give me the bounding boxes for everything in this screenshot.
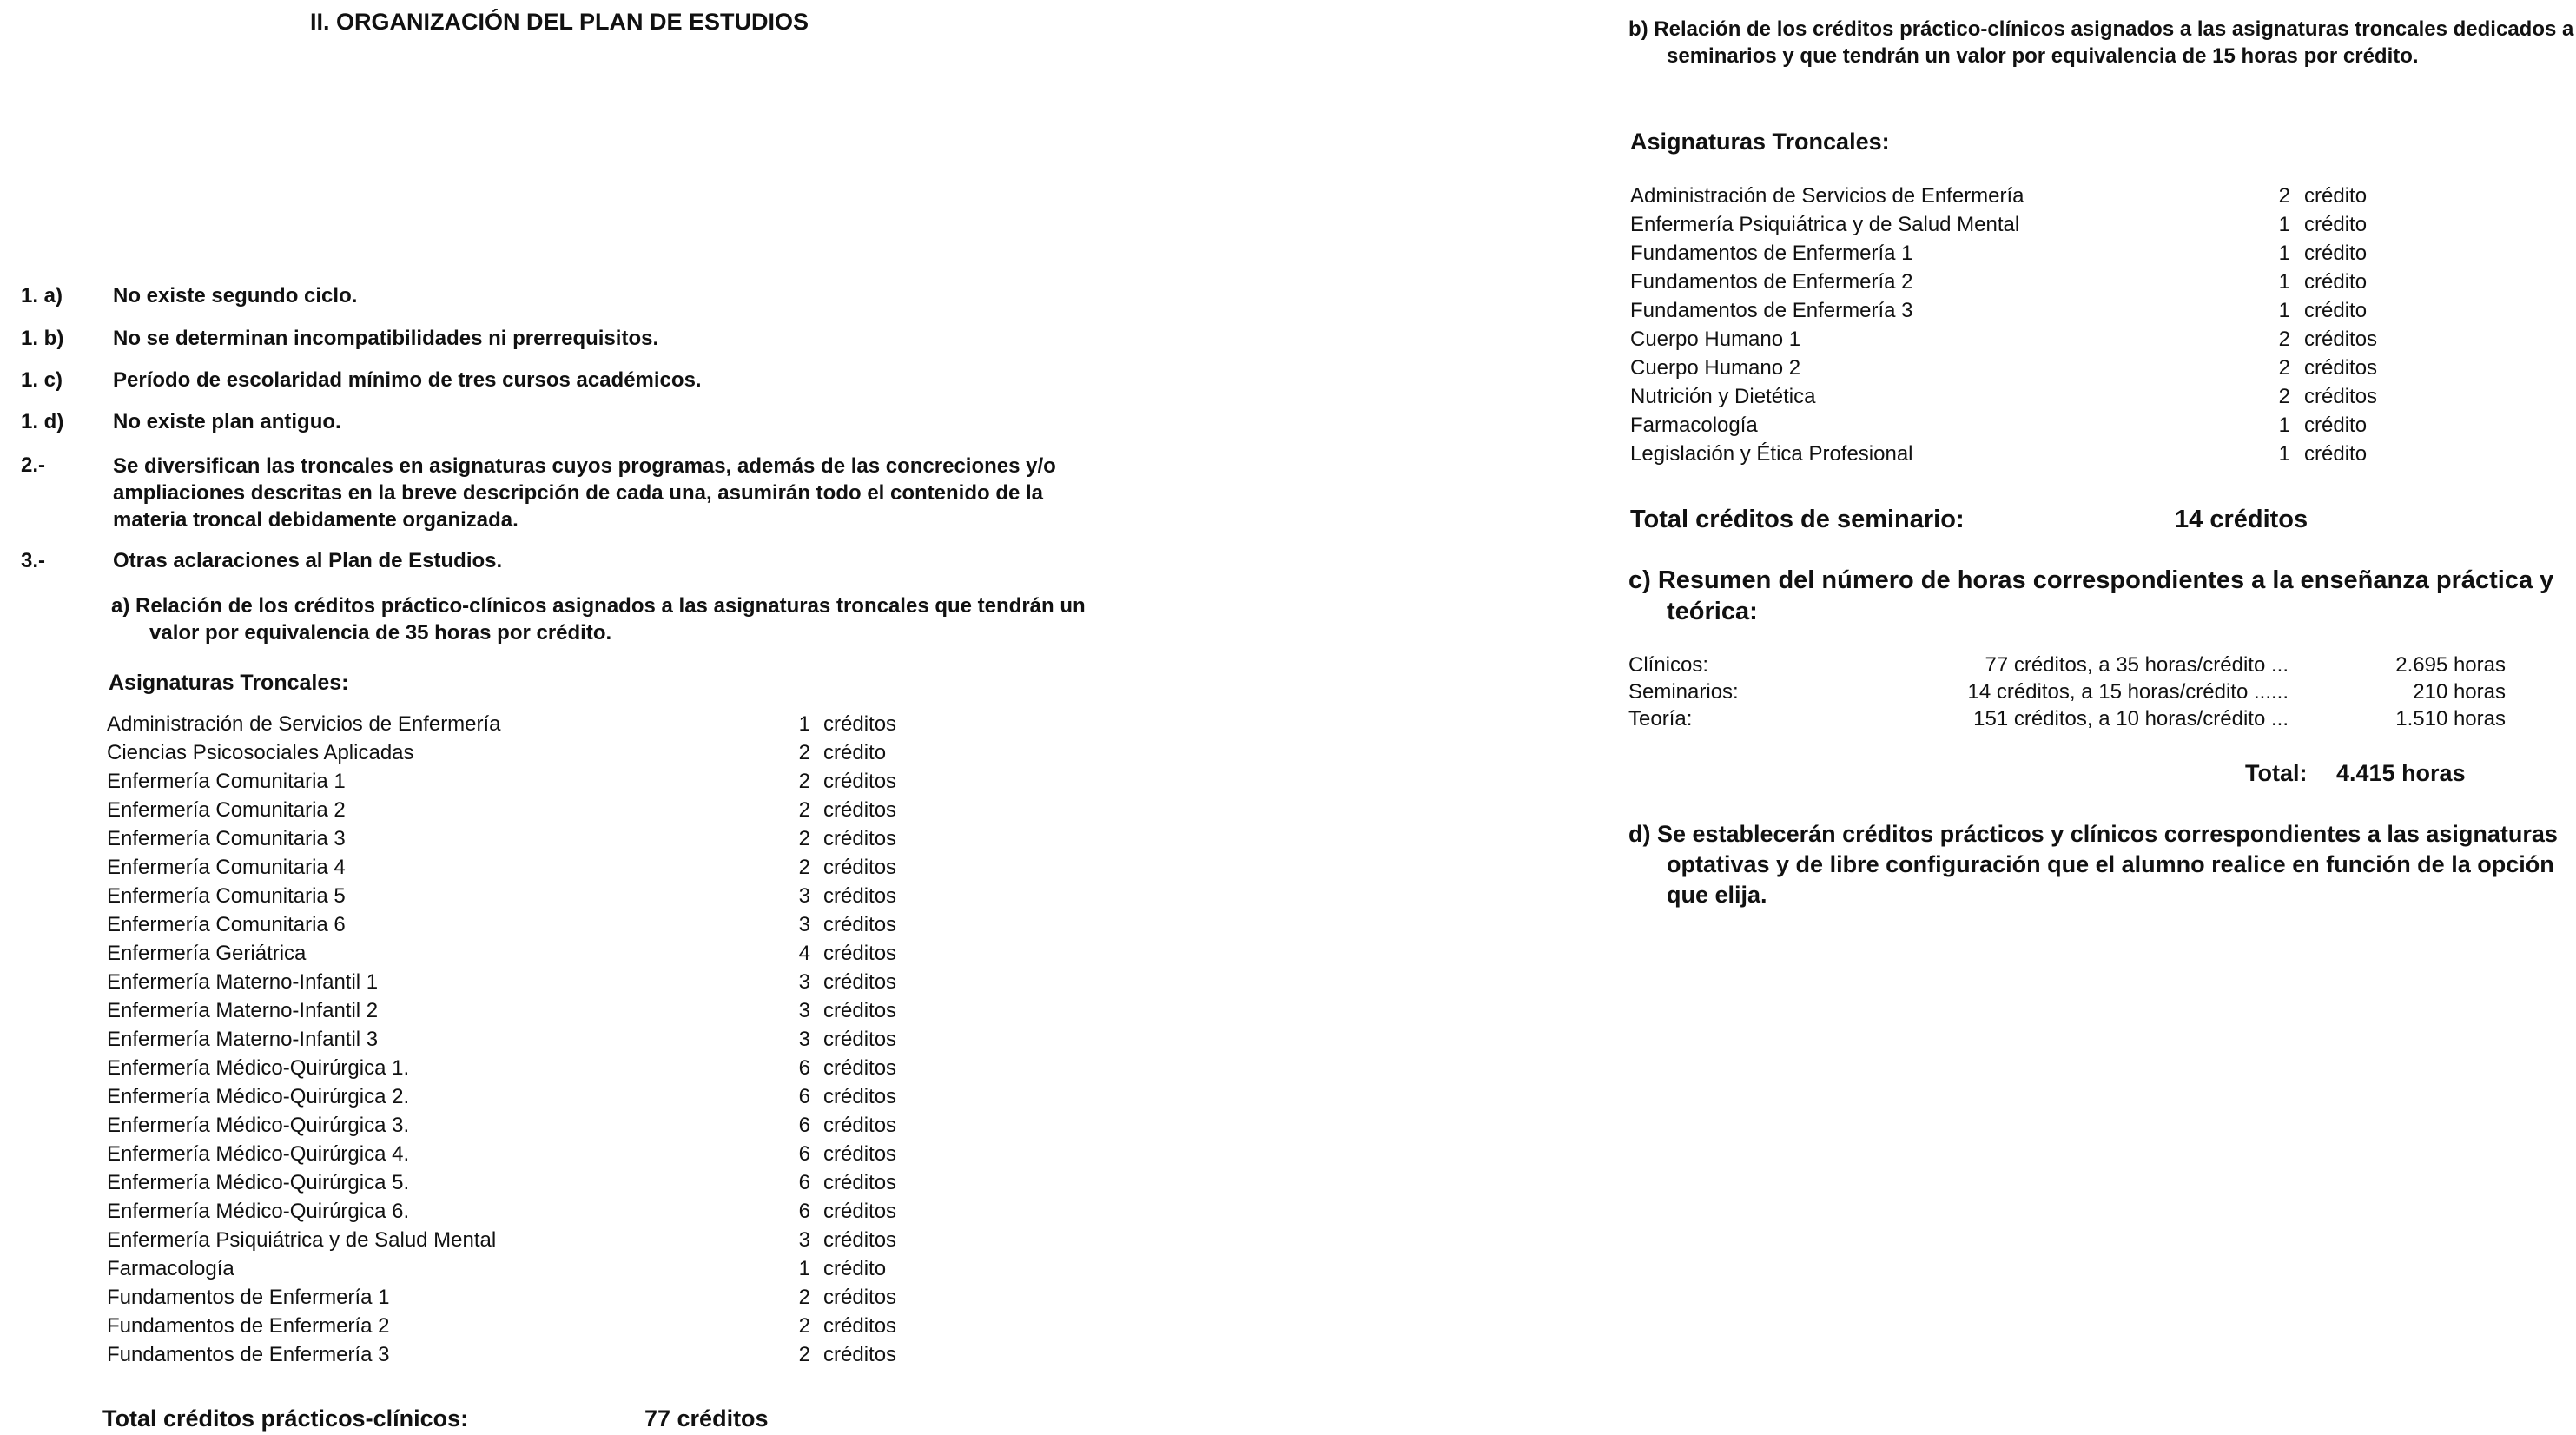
- item-text: No existe segundo ciclo.: [113, 284, 358, 308]
- table-row: [107, 827, 897, 856]
- subject-name: Cuerpo Humano 2: [1630, 356, 1801, 380]
- subject-unit: créditos: [823, 999, 897, 1022]
- hours-summary: [1628, 653, 2506, 734]
- subject-name: Fundamentos de Enfermería 1: [1630, 241, 1913, 265]
- subject-unit: créditos: [823, 827, 897, 850]
- summary-hours: 210 horas: [2413, 680, 2506, 704]
- summary-calc: 77 créditos, a 35 horas/crédito ...: [1985, 653, 2289, 677]
- subject-unit: créditos: [823, 1085, 897, 1108]
- subject-name: Enfermería Médico-Quirúrgica 2.: [107, 1085, 410, 1108]
- subject-credits: 3: [798, 999, 810, 1022]
- subject-name: Enfermería Comunitaria 4: [107, 856, 346, 879]
- subject-name: Enfermería Comunitaria 3: [107, 827, 346, 850]
- subject-name: Ciencias Psicosociales Aplicadas: [107, 741, 414, 764]
- subjects-table-right: [1630, 184, 2378, 471]
- summary-hours: 2.695 horas: [2395, 653, 2506, 677]
- subjects-table-left: [107, 712, 897, 1372]
- subject-credits: 3: [798, 970, 810, 994]
- grand-total-value: 4.415 horas: [2336, 760, 2466, 786]
- subjects-heading: Asignaturas Troncales:: [109, 671, 349, 695]
- subject-name: Enfermería Materno-Infantil 3: [107, 1028, 379, 1051]
- table-row: [107, 913, 897, 942]
- total-seminar-label: Total créditos de seminario:: [1630, 506, 1965, 533]
- summary-label: Teoría:: [1628, 707, 1693, 731]
- subject-name: Fundamentos de Enfermería 2: [1630, 270, 1913, 294]
- subject-unit: crédito: [2304, 184, 2368, 208]
- table-row: [107, 942, 897, 970]
- summary-hours: 1.510 horas: [2395, 707, 2506, 731]
- item-text: Período de escolaridad mínimo de tres cursos académicos.: [113, 368, 702, 392]
- subject-name: Enfermería Psiquiátrica y de Salud Mental: [1630, 213, 2020, 236]
- table-row: [107, 1200, 897, 1228]
- subject-unit: créditos: [823, 1028, 897, 1051]
- subject-name: Enfermería Comunitaria 5: [107, 884, 346, 908]
- subject-credits: 2: [798, 770, 810, 793]
- subject-name: Administración de Servicios de Enfermería: [107, 712, 501, 736]
- subject-credits: 2: [798, 741, 810, 764]
- subject-unit: créditos: [823, 970, 897, 994]
- subject-name: Enfermería Médico-Quirúrgica 5.: [107, 1171, 410, 1194]
- summary-row: [1628, 707, 2506, 734]
- summary-row: [1628, 653, 2506, 680]
- subject-unit: créditos: [823, 712, 897, 736]
- subject-credits: 6: [798, 1114, 810, 1137]
- summary-label: Seminarios:: [1628, 680, 1739, 704]
- subject-unit: créditos: [823, 884, 897, 908]
- item-label: 1. d): [21, 410, 64, 433]
- subject-credits: 3: [798, 913, 810, 936]
- item-label: 1. c): [21, 368, 63, 392]
- subject-credits: 1: [798, 1257, 810, 1280]
- table-row: [107, 1343, 897, 1372]
- subject-name: Fundamentos de Enfermería 2: [107, 1314, 390, 1338]
- subject-unit: créditos: [2304, 327, 2378, 351]
- subject-credits: 2: [2278, 356, 2290, 380]
- subject-unit: crédito: [2304, 442, 2368, 466]
- subject-credits: 1: [798, 712, 810, 736]
- subject-name: Farmacología: [107, 1257, 234, 1280]
- table-row: [107, 856, 897, 884]
- subject-credits: 2: [798, 827, 810, 850]
- total-seminar-value: 14 créditos: [2175, 506, 2308, 533]
- table-row: [1630, 413, 2368, 442]
- subject-credits: 6: [798, 1085, 810, 1108]
- table-row: [1630, 299, 2368, 327]
- table-row: [1630, 184, 2368, 213]
- subjects-heading: Asignaturas Troncales:: [1630, 129, 1890, 155]
- subject-credits: 1: [2278, 270, 2290, 294]
- summary-calc: 14 créditos, a 15 horas/crédito ......: [1967, 680, 2289, 704]
- subject-unit: crédito: [823, 741, 887, 764]
- subject-credits: 2: [798, 1343, 810, 1366]
- table-row: [107, 1257, 887, 1286]
- subject-credits: 2: [2278, 385, 2290, 408]
- subject-name: Administración de Servicios de Enfermería: [1630, 184, 2024, 208]
- subject-name: Cuerpo Humano 1: [1630, 327, 1801, 351]
- subject-name: Enfermería Materno-Infantil 2: [107, 999, 379, 1022]
- summary-calc: 151 créditos, a 10 horas/crédito ...: [1973, 707, 2289, 731]
- section-b-text: b) Relación de los créditos práctico-clínicos asignados a las asignaturas troncales dedicados a seminarios y que tendrán un valor por equivalencia de 15 horas por crédito.: [1628, 17, 2574, 68]
- subject-name: Nutrición y Dietética: [1630, 385, 1816, 408]
- subject-unit: créditos: [823, 913, 897, 936]
- subject-credits: 2: [798, 856, 810, 879]
- subject-name: Fundamentos de Enfermería 3: [1630, 299, 1913, 322]
- subject-credits: 3: [798, 884, 810, 908]
- subject-unit: créditos: [823, 1314, 897, 1338]
- table-row: [107, 798, 897, 827]
- table-row: [107, 999, 897, 1028]
- subject-unit: crédito: [2304, 241, 2368, 265]
- subject-credits: 6: [798, 1171, 810, 1194]
- subject-unit: créditos: [823, 1056, 897, 1080]
- table-row: [107, 1142, 897, 1171]
- grand-total-label: Total:: [2245, 760, 2308, 786]
- subject-unit: créditos: [823, 1343, 897, 1366]
- total-practical-label: Total créditos prácticos-clínicos:: [102, 1405, 469, 1432]
- subject-credits: 3: [798, 1028, 810, 1051]
- table-row: [1630, 442, 2368, 471]
- table-row: [107, 712, 897, 741]
- summary-label: Clínicos:: [1628, 653, 1709, 677]
- table-row: [107, 1228, 897, 1257]
- subject-unit: créditos: [2304, 385, 2378, 408]
- table-row: [1630, 241, 2368, 270]
- subject-credits: 1: [2278, 413, 2290, 437]
- subject-unit: créditos: [823, 942, 897, 965]
- item-text-paragraph: Se diversifican las troncales en asignaturas cuyos programas, además de las concreciones y/o ampliaciones descritas en la breve descripción de cada una, asumirán todo el contenido de la materia troncal debidamente organizada.: [113, 454, 1056, 532]
- subject-name: Enfermería Materno-Infantil 1: [107, 970, 379, 994]
- subject-name: Fundamentos de Enfermería 1: [107, 1286, 390, 1309]
- subject-unit: crédito: [2304, 270, 2368, 294]
- item-label: 1. a): [21, 284, 63, 308]
- item-text: No existe plan antiguo.: [113, 410, 341, 433]
- table-row: [1630, 356, 2378, 385]
- section-d-text: d) Se establecerán créditos prácticos y clínicos correspondientes a las asignaturas optativas y de libre configuración que el alumno realice en función de la opción que elija.: [1628, 821, 2558, 908]
- total-practical-value: 77 créditos: [644, 1405, 769, 1432]
- subject-credits: 1: [2278, 442, 2290, 466]
- subject-credits: 2: [798, 798, 810, 822]
- subject-name: Enfermería Médico-Quirúrgica 1.: [107, 1056, 410, 1080]
- subject-unit: créditos: [823, 1171, 897, 1194]
- table-row: [107, 1056, 897, 1085]
- subject-credits: 2: [798, 1286, 810, 1309]
- subject-name: Enfermería Comunitaria 2: [107, 798, 346, 822]
- table-row: [1630, 270, 2368, 299]
- table-row: [107, 1028, 897, 1056]
- section-a-text: a) Relación de los créditos práctico-clínicos asignados a las asignaturas troncales que tendrán un valor por equivalencia de 35 horas por crédito.: [111, 594, 1086, 645]
- table-row: [107, 1314, 897, 1343]
- item-label: 3.-: [21, 549, 46, 572]
- subject-unit: créditos: [823, 1286, 897, 1309]
- subject-unit: créditos: [823, 798, 897, 822]
- table-row: [1630, 213, 2368, 241]
- item-text: Otras aclaraciones al Plan de Estudios.: [113, 549, 503, 572]
- subject-credits: 2: [798, 1314, 810, 1338]
- table-row: [107, 970, 897, 999]
- page-heading: II. ORGANIZACIÓN DEL PLAN DE ESTUDIOS: [310, 9, 809, 35]
- subject-unit: créditos: [823, 1200, 897, 1223]
- subject-unit: crédito: [2304, 299, 2368, 322]
- summary-row: [1628, 680, 2506, 707]
- table-row: [107, 884, 897, 913]
- subject-unit: créditos: [823, 1228, 897, 1252]
- subject-credits: 4: [798, 942, 810, 965]
- section-c-text: c) Resumen del número de horas correspondientes a la enseñanza práctica y teórica:: [1628, 566, 2554, 625]
- subject-unit: crédito: [823, 1257, 887, 1280]
- item-text: No se determinan incompatibilidades ni prerrequisitos.: [113, 327, 659, 350]
- table-row: [107, 1114, 897, 1142]
- subject-credits: 3: [798, 1228, 810, 1252]
- item-label: 1. b): [21, 327, 64, 350]
- subject-credits: 6: [798, 1056, 810, 1080]
- subject-credits: 1: [2278, 299, 2290, 322]
- subject-credits: 2: [2278, 184, 2290, 208]
- subject-credits: 1: [2278, 213, 2290, 236]
- subject-name: Enfermería Geriátrica: [107, 942, 307, 965]
- table-row: [107, 770, 897, 798]
- subject-credits: 6: [798, 1142, 810, 1166]
- subject-name: Fundamentos de Enfermería 3: [107, 1343, 390, 1366]
- subject-name: Enfermería Médico-Quirúrgica 4.: [107, 1142, 410, 1166]
- table-row: [107, 1286, 897, 1314]
- subject-credits: 2: [2278, 327, 2290, 351]
- subject-name: Enfermería Médico-Quirúrgica 3.: [107, 1114, 410, 1137]
- subject-name: Legislación y Ética Profesional: [1630, 442, 1913, 466]
- subject-name: Enfermería Comunitaria 1: [107, 770, 346, 793]
- table-row: [1630, 385, 2378, 413]
- subject-name: Enfermería Médico-Quirúrgica 6.: [107, 1200, 410, 1223]
- subject-unit: créditos: [823, 856, 897, 879]
- subject-unit: créditos: [823, 1142, 897, 1166]
- subject-unit: crédito: [2304, 413, 2368, 437]
- subject-credits: 1: [2278, 241, 2290, 265]
- table-row: [107, 741, 887, 770]
- subject-name: Farmacología: [1630, 413, 1758, 437]
- item-label: 2.-: [21, 453, 46, 477]
- subject-name: Enfermería Psiquiátrica y de Salud Mental: [107, 1228, 497, 1252]
- table-row: [107, 1171, 897, 1200]
- subject-unit: créditos: [823, 770, 897, 793]
- subject-unit: crédito: [2304, 213, 2368, 236]
- table-row: [1630, 327, 2378, 356]
- subject-unit: créditos: [823, 1114, 897, 1137]
- table-row: [107, 1085, 897, 1114]
- subject-name: Enfermería Comunitaria 6: [107, 913, 346, 936]
- subject-credits: 6: [798, 1200, 810, 1223]
- subject-unit: créditos: [2304, 356, 2378, 380]
